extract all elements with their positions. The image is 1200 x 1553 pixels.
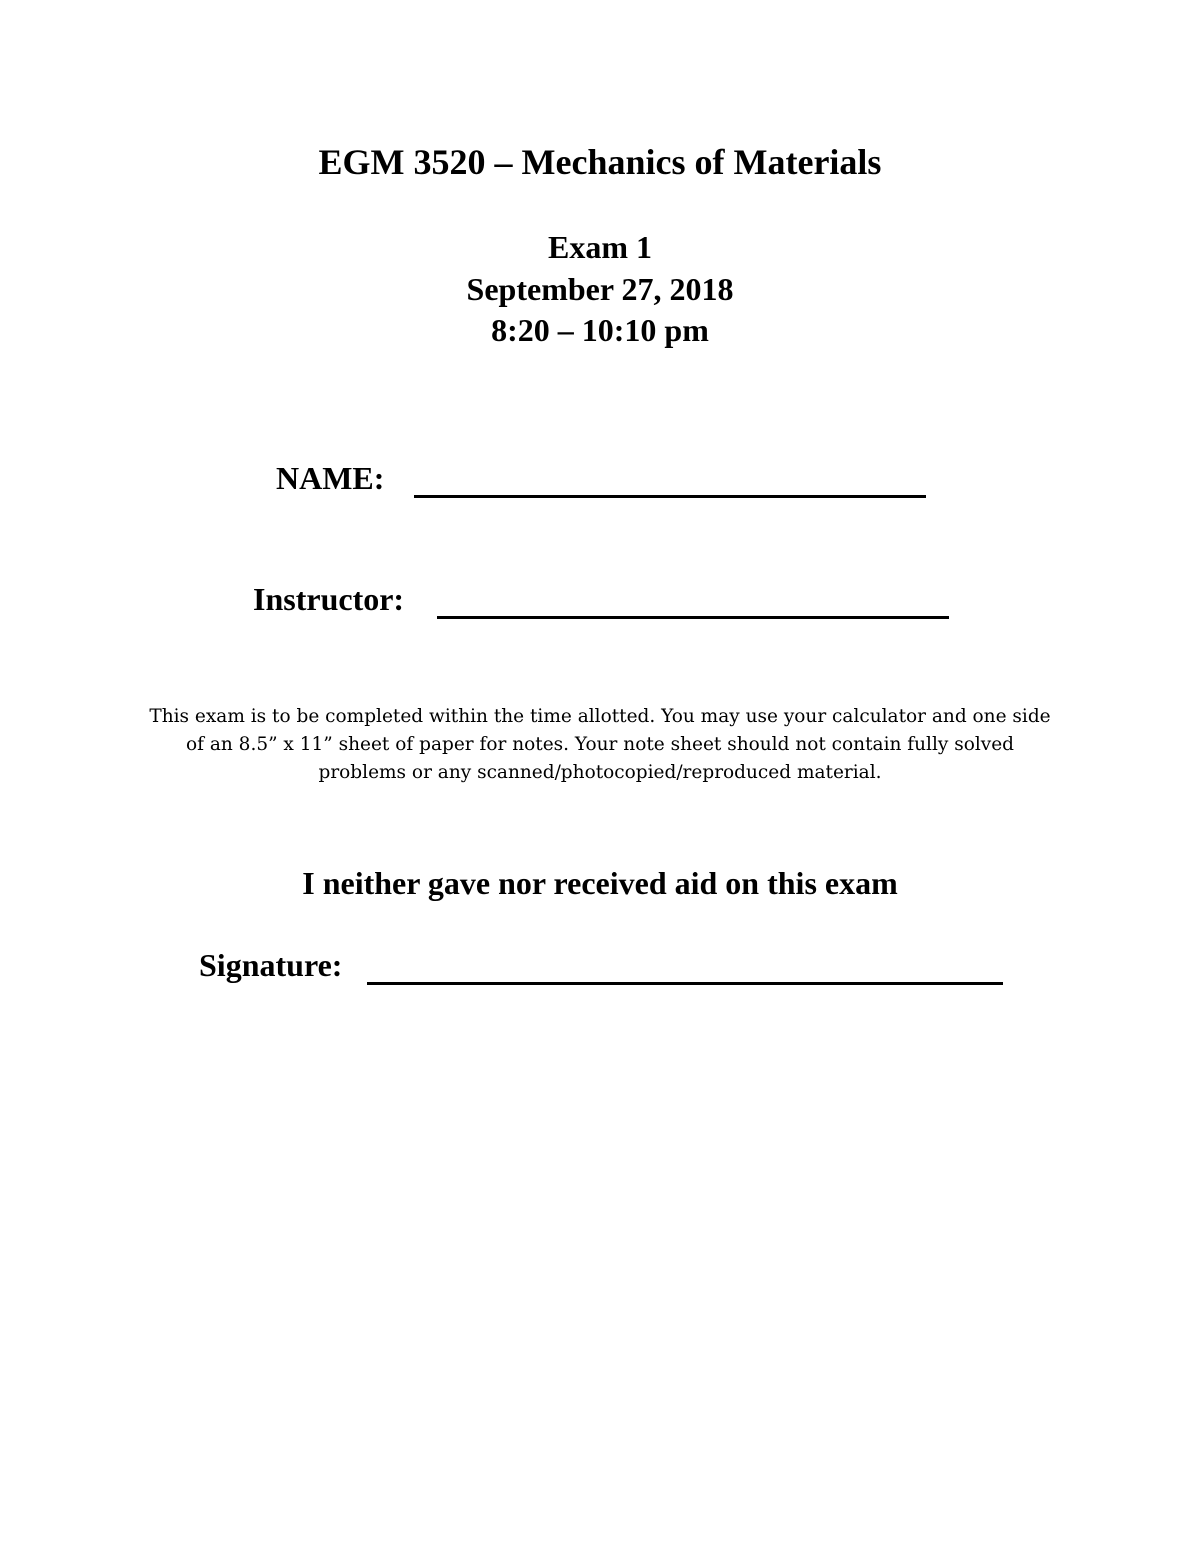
name-field-row [276,460,936,500]
exam-instructions: This exam is to be completed within the time allotted. You may use your calculator and one side of an 8.5” x 11” sheet of paper for notes. Your note sheet should not contain fully solved problems or any scanned/photocopied/reproduced material. [149,706,1051,783]
exam-name: Exam 1 [548,229,652,265]
exam-time: 8:20 – 10:10 pm [491,312,709,348]
name-blank-line[interactable] [414,495,926,498]
instructor-field-row [253,581,953,621]
signature-field-row [199,947,1009,987]
signature-blank-line[interactable] [367,982,1003,985]
instructor-label: Instructor: [253,581,405,617]
instructor-blank-line[interactable] [437,616,949,619]
name-label: NAME: [276,460,385,496]
signature-label: Signature: [199,947,343,983]
course-title: EGM 3520 – Mechanics of Materials [318,142,882,182]
honor-statement: I neither gave nor received aid on this exam [302,865,898,901]
exam-date: September 27, 2018 [466,271,734,307]
